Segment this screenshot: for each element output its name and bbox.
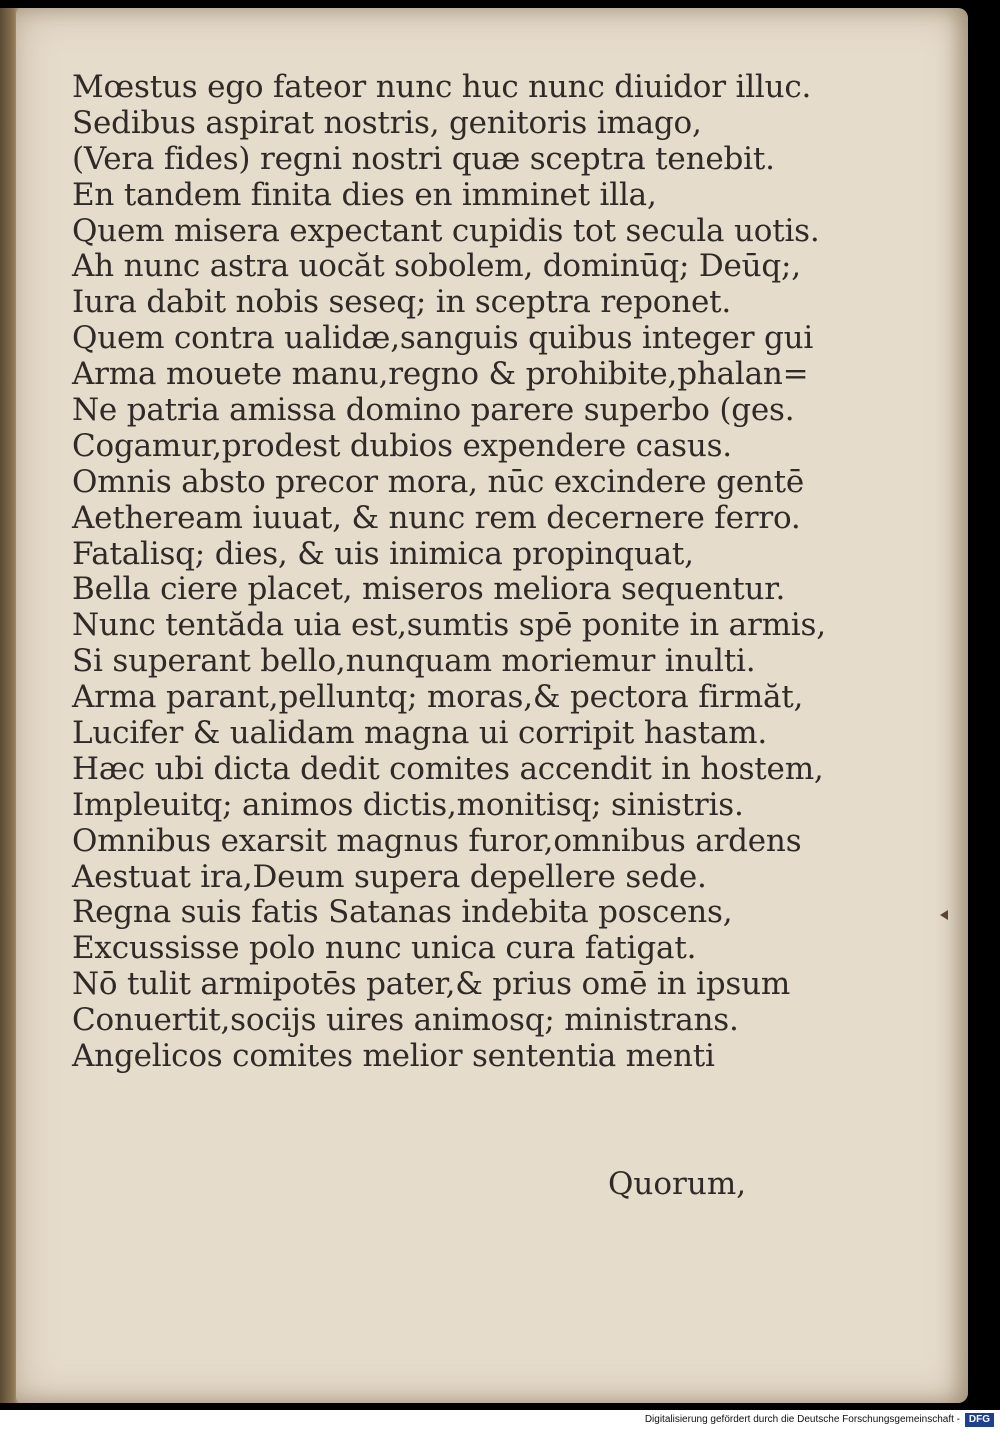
verse-line: Omnis absto precor mora, nūc excindere gentē bbox=[72, 463, 805, 500]
verse-line: Hæc ubi dicta dedit comites accendit in hostem, bbox=[72, 750, 824, 787]
verse-line: Si superant bello,nunquam moriemur inulti. bbox=[72, 643, 756, 680]
verse-line: Ah nunc astra uocăt sobolem, dominūq; Deūq;, bbox=[72, 248, 801, 285]
verse-line: Angelicos comites melior sententia menti bbox=[72, 1038, 715, 1075]
verse-line: Fatalisq; dies, & uis inimica propinquat, bbox=[72, 535, 694, 572]
margin-mark-icon bbox=[940, 910, 948, 920]
verse-line: Sedibus aspirat nostris, genitoris imago, bbox=[72, 104, 702, 141]
dfg-logo: DFG bbox=[965, 1413, 994, 1427]
verse-line: Aetheream iuuat, & nunc rem decernere ferro. bbox=[72, 499, 801, 536]
verse-line: Nō tulit armipotēs pater,& prius omē in ipsum bbox=[72, 966, 791, 1003]
verse-line: Arma mouete manu,regno & prohibite,phalan= bbox=[72, 356, 809, 393]
digitization-footer bbox=[0, 1410, 1000, 1432]
verse-line: Aestuat ira,Deum supera depellere sede. bbox=[72, 858, 707, 895]
verse-line: Iura dabit nobis seseq; in sceptra reponet. bbox=[72, 284, 732, 321]
verse-line: Cogamur,prodest dubios expendere casus. bbox=[72, 427, 732, 464]
verse-line: Impleuitq; animos dictis,monitisq; sinistris. bbox=[72, 786, 744, 823]
verse-line: Quem contra ualidæ,sanguis quibus integer gui bbox=[72, 320, 814, 357]
verse-line: Mœstus ego fateor nunc huc nunc diuidor illuc. bbox=[72, 69, 812, 105]
verse-text-block bbox=[72, 69, 826, 1075]
verse-line: Lucifer & ualidam magna ui corripit hastam. bbox=[72, 715, 767, 752]
verse-line: Excussisse polo nunc unica cura fatigat. bbox=[72, 930, 697, 967]
verse-line: En tandem finita dies en imminet illa, bbox=[72, 176, 657, 213]
verse-line: Quem misera expectant cupidis tot secula uotis. bbox=[72, 212, 820, 249]
verse-line: Omnibus exarsit magnus furor,omnibus ardens bbox=[72, 822, 802, 859]
verse-line: Arma parant,pelluntq; moras,& pectora firmăt, bbox=[72, 679, 804, 716]
footer-credit: Digitalisierung gefördert durch die Deutsche Forschungsgemeinschaft - bbox=[644, 1414, 960, 1425]
verse-line: Bella ciere placet, miseros meliora sequentur. bbox=[72, 571, 786, 608]
verse-line: Conuertit,socijs uires animosq; ministrans. bbox=[72, 1002, 739, 1039]
verse-line: Nunc tentăda uia est,sumtis spē ponite in armis, bbox=[72, 607, 826, 644]
verse-line: Regna suis fatis Satanas indebita poscens, bbox=[72, 894, 733, 931]
verse-line: (Vera fides) regni nostri quæ sceptra tenebit. bbox=[72, 140, 775, 177]
verse-line: Ne patria amissa domino parere superbo (ges. bbox=[72, 392, 795, 429]
catchword: Quorum, bbox=[608, 1166, 747, 1202]
